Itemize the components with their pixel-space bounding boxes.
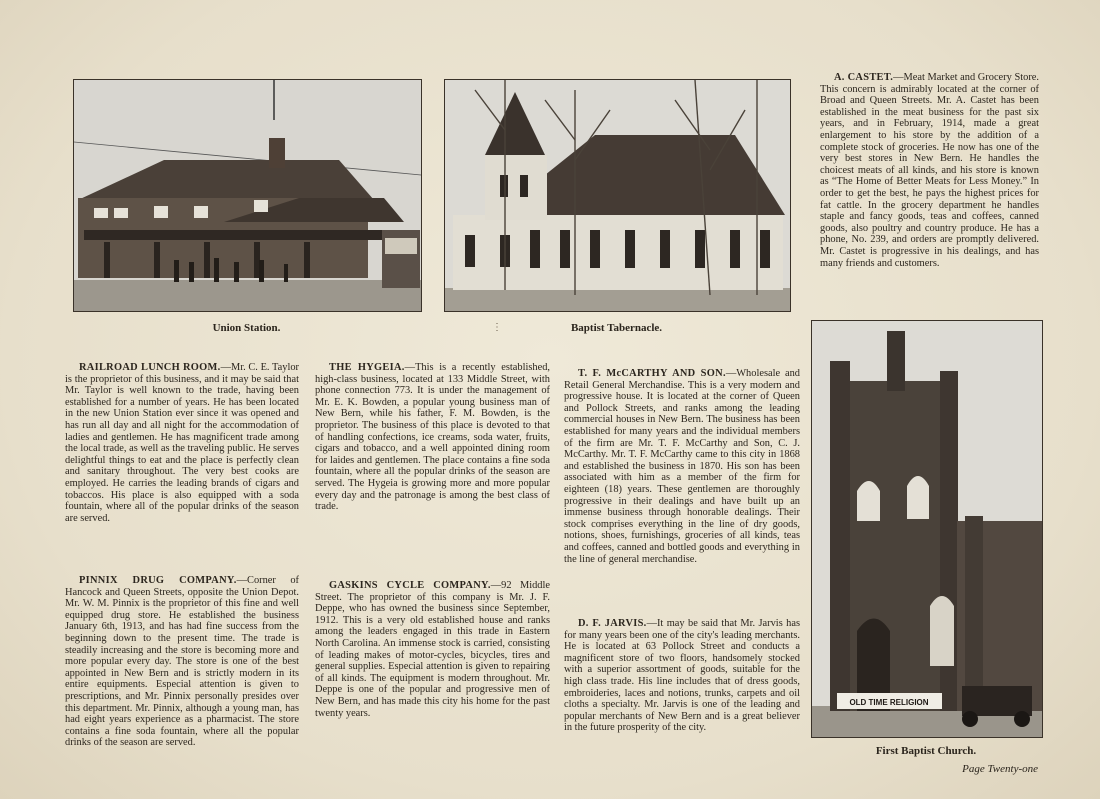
- article-heading: RAILROAD LUNCH ROOM.: [79, 362, 221, 373]
- article-body: —92 Middle Street. The proprietor of this company is Mr. J. F. Deppe, who has owned the business since September, 1912. This is a very old established house and ranks among the leaders engaged in this trade in Eastern North Carolina. An immense stock is carried, consisting of leading makes of motor-cycles, bicycles, tires and general supplies. Especial attention is given to repairing of all kinds. The equipment is modern throughout. Mr. Deppe is one of the popular and progressive men of New Bern, and has made this city his home for the past twenty years.: [315, 580, 550, 719]
- article-heading: GASKINS CYCLE COMPANY.: [329, 580, 491, 591]
- article-pinnix-drug: [65, 575, 299, 749]
- article-heading: A. CASTET.: [834, 72, 894, 83]
- article-body: —It may be said that Mr. Jarvis has for many years been one of the city's leading merchants. He is located at 63 Pollock Street and conducts a magnificent store of two floors, handsomely stocked with a superior assortment of goods, suitable for the high class trade. His line includes that of dress goods, embroideries, laces and notions, trunks, carpets and oil cloths a specialty. Mr. Jarvis is one of the leading and popular merchants of New Bern and is a great believer in the future prosperity of the city.: [564, 618, 800, 734]
- article-railroad-lunch-room: [65, 362, 299, 524]
- first-baptist-church-caption: First Baptist Church.: [875, 745, 977, 757]
- article-body: —This is a recently established, high-class business, located at 133 Middle Street, with phone connection 773. It is under the management of Mr. E. K. Bowden, a popular young business man of New Bern, while his father, F. M. Bowden, is the proprietor. The business of this place is devoted to that of handling confections, ice creams, soda water, fruits, cigars and tobacco, and a well appointed dining room for laides and gentlemen. The place contains a fine soda fountain, where all the popular drinks of the season are served. The Hygeia is growing more and more popular every day and the patronage is among the best class of trade.: [315, 362, 550, 513]
- article-heading: PINNIX DRUG COMPANY.: [79, 575, 237, 586]
- article-body: —Mr. C. E. Taylor is the proprietor of this business, and it may be said that Mr. Taylor is well known to the trade, having been established for a number of years. He has been located in the new Union Station ever since it was opened and has run all day and all night for the accommodation of ladies and gentlemen. He has magnificent trade among the local trade, as well as the traveling public. He serves delightful things to eat and the place is perfectly clean and sanitary throughout. The very best cooks are employed. He carries the leading brands of cigars and tobaccos. His place is also equipped with a soda fountain, where all of the popular drinks of the season are served.: [65, 362, 299, 524]
- article-heading: D. F. JARVIS.: [578, 618, 647, 629]
- baptist-tabernacle-caption: Baptist Tabernacle.: [570, 322, 663, 334]
- article-body: —Corner of Hancock and Queen Streets, opposite the Union Depot. Mr. W. M. Pinnix is the proprietor of this fine and well equipped drug store. He established the business January 6th, 1913, and has had fine success from the beginning down to the present time. The trade is steadily increasing and the store is becoming more and more popular every day. The store is one of the best appointed in New Bern and is strictly modern in its entire equipments. Especial attention is given to prescriptions, and Mr. Pinnix personally presides over this department. Mr. Pinnix, although a young man, has had eight years experience as a pharmacist. The store contains a fine soda fountain, where all the popular drinks of the season are served.: [65, 575, 300, 749]
- gutter-mark: ⋮: [492, 322, 502, 333]
- article-castet: [820, 72, 1039, 269]
- article-heading: T. F. McCARTHY AND SON.: [578, 368, 726, 379]
- article-mccarthy: [564, 368, 800, 565]
- article-jarvis: [564, 618, 800, 734]
- church-sign-text: OLD TIME RELIGION: [849, 698, 929, 707]
- article-gaskins-cycle: [315, 580, 550, 719]
- union-station-caption: Union Station.: [212, 322, 281, 334]
- article-body: —Meat Market and Grocery Store. This concern is admirably located at the corner of Broad and Queen Streets. Mr. A. Castet has been established in the meat business for the past six years, and in February, 1914, made a great enlargement to his store by the addition of a complete stock of groceries. He now has one of the very best stores in New Bern. He handles the choicest meats of all kinds, and his store is known as “The Home of Better Meats for Less Money.” In order to get the best, he pays the highest prices for fat cattle. In the grocery department he handles staple and fancy goods, teas and coffees, canned goods, also poultry and country produce. He has a phone, No. 239, and orders are promptly delivered. Mr. Castet is progressive in his dealings, and has many friends and customers.: [820, 72, 1039, 269]
- baptist-tabernacle-photo: [444, 79, 791, 312]
- first-baptist-church-photo: [811, 320, 1043, 738]
- article-body: —Wholesale and Retail General Merchandise. This is a very modern and progressive house. It is located at the corner of Queen and Pollock Streets, and ranks among the leading commercial houses in New Bern. The business has been established for many years and the individual members of the firm are Mr. T. F. McCarthy and Son, C. J. McCarthy. Mr. T. F. McCarthy came to this city in 1868 and established the business in 1870. His son has been associated with him as a member of the firm for eighteen (18) years. These gentlemen are thoroughly progressive in their dealings and have built up an immense business through honorable dealings. Their stock comprises everything in the line of dry goods, notions, shoes, furnishings, groceries of all kinds, teas and coffees, canned and bottled goods and everything in the line of general merchandise.: [564, 368, 801, 565]
- union-station-photo: [73, 79, 422, 312]
- article-hygeia: [315, 362, 550, 513]
- page-number: Page Twenty-one: [962, 763, 1038, 775]
- article-heading: THE HYGEIA.: [329, 362, 405, 373]
